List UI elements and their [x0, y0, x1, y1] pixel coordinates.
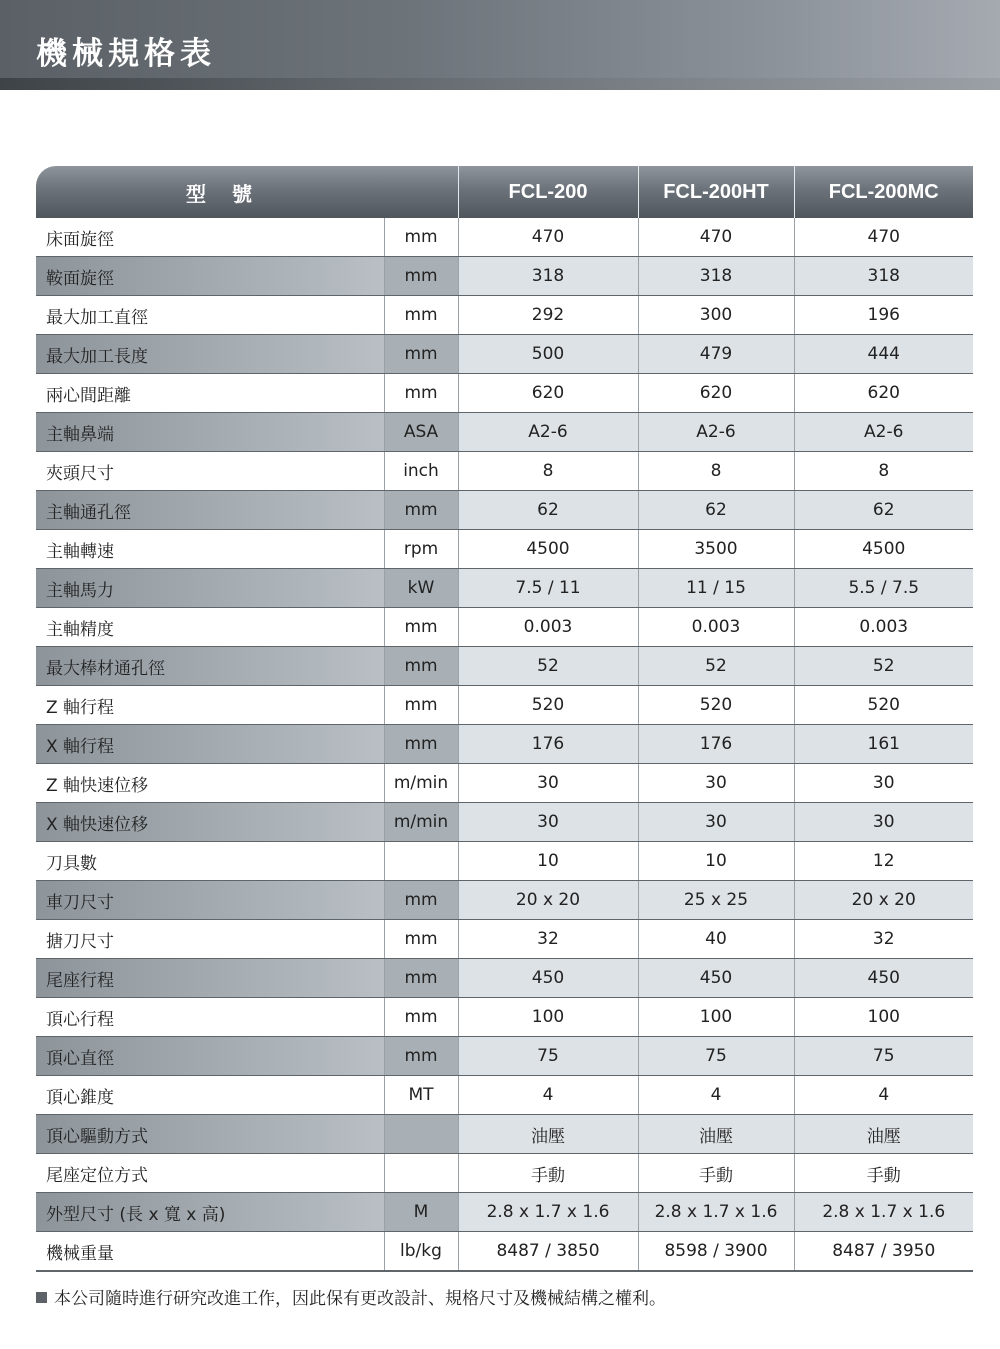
spec-value: 手動 [458, 1154, 638, 1193]
spec-value: 30 [458, 764, 638, 803]
spec-value: 500 [458, 335, 638, 374]
spec-value: A2-6 [794, 413, 973, 452]
spec-table [36, 166, 973, 1272]
spec-value: 520 [458, 686, 638, 725]
table-row [36, 569, 973, 608]
spec-value: 20 x 20 [458, 881, 638, 920]
spec-value: 40 [638, 920, 794, 959]
spec-unit: rpm [384, 530, 458, 569]
spec-value: 479 [638, 335, 794, 374]
banner-shine [0, 78, 1000, 90]
table-row [36, 491, 973, 530]
table-row [36, 257, 973, 296]
spec-value: 470 [794, 218, 973, 257]
spec-name: 夾頭尺寸 [36, 452, 384, 491]
spec-name: X 軸快速位移 [36, 803, 384, 842]
spec-unit: mm [384, 335, 458, 374]
spec-unit: mm [384, 491, 458, 530]
spec-name: 搪刀尺寸 [36, 920, 384, 959]
spec-unit: mm [384, 296, 458, 335]
spec-unit [384, 1154, 458, 1193]
spec-value: 32 [794, 920, 973, 959]
spec-value: 100 [794, 998, 973, 1037]
spec-value: 2.8 x 1.7 x 1.6 [794, 1193, 973, 1232]
spec-name: 尾座行程 [36, 959, 384, 998]
spec-value: 470 [638, 218, 794, 257]
spec-unit: lb/kg [384, 1232, 458, 1272]
spec-value: 450 [638, 959, 794, 998]
spec-value: 62 [458, 491, 638, 530]
spec-value: A2-6 [638, 413, 794, 452]
spec-value: A2-6 [458, 413, 638, 452]
table-row [36, 218, 973, 257]
spec-value: 7.5 / 11 [458, 569, 638, 608]
table-row [36, 413, 973, 452]
spec-name: Z 軸行程 [36, 686, 384, 725]
spec-unit: mm [384, 881, 458, 920]
spec-unit: m/min [384, 803, 458, 842]
spec-name: 頂心錐度 [36, 1076, 384, 1115]
spec-value: 300 [638, 296, 794, 335]
spec-value: 8 [458, 452, 638, 491]
spec-name: 機械重量 [36, 1232, 384, 1272]
spec-unit: m/min [384, 764, 458, 803]
spec-value: 176 [638, 725, 794, 764]
spec-value: 0.003 [458, 608, 638, 647]
spec-table-body [36, 218, 973, 1271]
spec-value: 318 [458, 257, 638, 296]
spec-unit [384, 842, 458, 881]
spec-name: 主軸轉速 [36, 530, 384, 569]
spec-value: 2.8 x 1.7 x 1.6 [638, 1193, 794, 1232]
table-row [36, 725, 973, 764]
spec-value: 8598 / 3900 [638, 1232, 794, 1272]
spec-value: 75 [638, 1037, 794, 1076]
square-bullet-icon [36, 1292, 47, 1303]
footnote [36, 1284, 666, 1309]
spec-name: 尾座定位方式 [36, 1154, 384, 1193]
spec-name: 最大棒材通孔徑 [36, 647, 384, 686]
spec-value: 30 [794, 764, 973, 803]
spec-value: 52 [638, 647, 794, 686]
spec-unit: inch [384, 452, 458, 491]
spec-value: 520 [794, 686, 973, 725]
spec-name: 頂心驅動方式 [36, 1115, 384, 1154]
spec-value: 8487 / 3950 [794, 1232, 973, 1272]
spec-value: 手動 [794, 1154, 973, 1193]
table-row [36, 842, 973, 881]
spec-value: 10 [638, 842, 794, 881]
page-title: 機械規格表 [36, 36, 216, 72]
spec-name: 刀具數 [36, 842, 384, 881]
table-row [36, 1037, 973, 1076]
spec-name: 車刀尺寸 [36, 881, 384, 920]
spec-value: 620 [794, 374, 973, 413]
spec-value: 100 [638, 998, 794, 1037]
spec-name: X 軸行程 [36, 725, 384, 764]
spec-unit [384, 1115, 458, 1154]
model-header: FCL-200 [458, 166, 638, 218]
spec-unit: mm [384, 920, 458, 959]
spec-value: 手動 [638, 1154, 794, 1193]
spec-value: 30 [638, 803, 794, 842]
footnote-text: 本公司隨時進行研究改進工作，因此保有更改設計、規格尺寸及機械結構之權利。 [54, 1289, 666, 1309]
spec-value: 450 [458, 959, 638, 998]
spec-unit: M [384, 1193, 458, 1232]
spec-value: 52 [794, 647, 973, 686]
spec-unit: ASA [384, 413, 458, 452]
header-row [36, 166, 973, 218]
spec-value: 0.003 [794, 608, 973, 647]
spec-unit: mm [384, 257, 458, 296]
spec-value: 4 [458, 1076, 638, 1115]
spec-value: 8 [638, 452, 794, 491]
table-row [36, 647, 973, 686]
model-header: FCL-200MC [794, 166, 973, 218]
spec-unit: mm [384, 1037, 458, 1076]
spec-name: 兩心間距離 [36, 374, 384, 413]
spec-value: 4 [794, 1076, 973, 1115]
table-row [36, 998, 973, 1037]
spec-value: 620 [638, 374, 794, 413]
table-row [36, 686, 973, 725]
table-row [36, 335, 973, 374]
spec-name: 頂心直徑 [36, 1037, 384, 1076]
table-row [36, 1193, 973, 1232]
spec-value: 450 [794, 959, 973, 998]
spec-value: 4500 [794, 530, 973, 569]
spec-value: 520 [638, 686, 794, 725]
spec-value: 620 [458, 374, 638, 413]
spec-value: 0.003 [638, 608, 794, 647]
spec-name: 鞍面旋徑 [36, 257, 384, 296]
table-row [36, 764, 973, 803]
spec-value: 161 [794, 725, 973, 764]
table-row [36, 803, 973, 842]
spec-value: 30 [638, 764, 794, 803]
spec-name: 主軸鼻端 [36, 413, 384, 452]
spec-value: 292 [458, 296, 638, 335]
model-label-header: 型號 [36, 166, 458, 218]
spec-value: 4500 [458, 530, 638, 569]
spec-value: 32 [458, 920, 638, 959]
spec-value: 25 x 25 [638, 881, 794, 920]
spec-value: 4 [638, 1076, 794, 1115]
spec-unit: mm [384, 374, 458, 413]
table-row [36, 881, 973, 920]
spec-value: 470 [458, 218, 638, 257]
spec-value: 318 [638, 257, 794, 296]
spec-unit: mm [384, 608, 458, 647]
spec-value: 2.8 x 1.7 x 1.6 [458, 1193, 638, 1232]
spec-value: 318 [794, 257, 973, 296]
spec-name: 床面旋徑 [36, 218, 384, 257]
spec-unit: MT [384, 1076, 458, 1115]
table-row [36, 1115, 973, 1154]
spec-value: 3500 [638, 530, 794, 569]
spec-unit: mm [384, 959, 458, 998]
spec-value: 100 [458, 998, 638, 1037]
spec-unit: mm [384, 998, 458, 1037]
table-row [36, 959, 973, 998]
spec-unit: mm [384, 218, 458, 257]
spec-value: 30 [794, 803, 973, 842]
spec-unit: mm [384, 686, 458, 725]
spec-name: 外型尺寸 (長 x 寬 x 高) [36, 1193, 384, 1232]
spec-value: 20 x 20 [794, 881, 973, 920]
spec-value: 196 [794, 296, 973, 335]
model-header: FCL-200HT [638, 166, 794, 218]
table-row [36, 608, 973, 647]
header-banner [0, 0, 1000, 90]
spec-name: 主軸精度 [36, 608, 384, 647]
spec-name: 最大加工長度 [36, 335, 384, 374]
spec-value: 油壓 [638, 1115, 794, 1154]
spec-value: 8487 / 3850 [458, 1232, 638, 1272]
spec-unit: mm [384, 725, 458, 764]
table-row [36, 374, 973, 413]
spec-value: 176 [458, 725, 638, 764]
spec-value: 62 [638, 491, 794, 530]
spec-value: 11 / 15 [638, 569, 794, 608]
spec-name: Z 軸快速位移 [36, 764, 384, 803]
spec-value: 30 [458, 803, 638, 842]
spec-value: 12 [794, 842, 973, 881]
spec-value: 8 [794, 452, 973, 491]
spec-unit: mm [384, 647, 458, 686]
spec-value: 75 [458, 1037, 638, 1076]
spec-unit: kW [384, 569, 458, 608]
spec-name: 主軸馬力 [36, 569, 384, 608]
spec-value: 444 [794, 335, 973, 374]
spec-value: 5.5 / 7.5 [794, 569, 973, 608]
spec-name: 頂心行程 [36, 998, 384, 1037]
table-row [36, 1232, 973, 1272]
spec-value: 52 [458, 647, 638, 686]
table-row [36, 920, 973, 959]
table-row [36, 1076, 973, 1115]
table-row [36, 452, 973, 491]
spec-value: 62 [794, 491, 973, 530]
spec-name: 最大加工直徑 [36, 296, 384, 335]
spec-value: 油壓 [794, 1115, 973, 1154]
spec-name: 主軸通孔徑 [36, 491, 384, 530]
table-row [36, 530, 973, 569]
table-row [36, 1154, 973, 1193]
spec-value: 油壓 [458, 1115, 638, 1154]
spec-value: 10 [458, 842, 638, 881]
table-row [36, 296, 973, 335]
spec-value: 75 [794, 1037, 973, 1076]
